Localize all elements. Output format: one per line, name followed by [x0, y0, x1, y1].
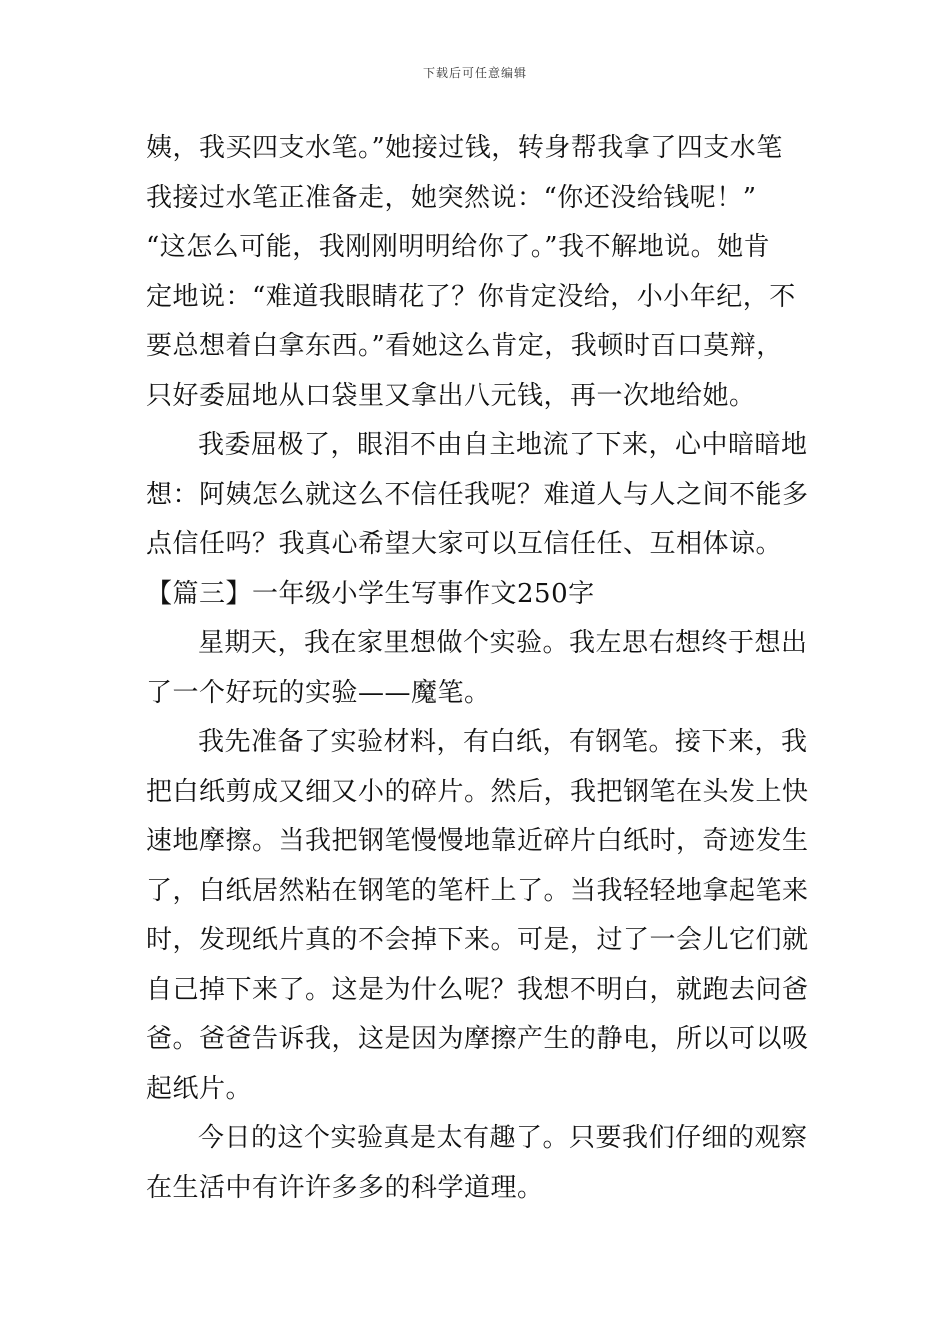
text-line: 我先准备了实验材料，有白纸，有钢笔。接下来，我 [198, 727, 808, 757]
text-line: 在生活中有许许多多的科学道理。 [146, 1172, 544, 1203]
text-line: 我委屈极了，眼泪不由自主地流了下来，心中暗暗地 [198, 430, 808, 460]
text-line: 了一个好玩的实验——魔笔。 [146, 677, 491, 708]
document-body [146, 124, 810, 1213]
section-heading: 【篇三】一年级小学生写事作文250字 [146, 578, 595, 609]
text-line: 把白纸剪成又细又小的碎片。然后，我把钢笔在头发上快 [146, 776, 809, 807]
text-line: 点信任吗？我真心希望大家可以互信任任、互相体谅。 [146, 529, 783, 559]
text-line: 自己掉下来了。这是为什么呢？我想不明白，就跑去问爸 [146, 974, 809, 1005]
text-line: 爸。爸爸告诉我，这是因为摩擦产生的静电，所以可以吸 [146, 1024, 809, 1054]
text-line: 我接过水笔正准备走，她突然说：“你还没给钱呢！” [146, 182, 757, 213]
text-line: 今日的这个实验真是太有趣了。只要我们仔细的观察 [198, 1123, 808, 1153]
text-line: 姨，我买四支水笔。”她接过钱，转身帮我拿了四支水笔 [146, 133, 783, 163]
text-line: 起纸片。 [146, 1073, 253, 1104]
text-line: 速地摩擦。当我把钢笔慢慢地靠近碎片白纸时，奇迹发生 [146, 826, 809, 856]
text-line: 想：阿姨怎么就这么不信任我呢？难道人与人之间不能多 [146, 479, 809, 510]
page-header: 下载后可任意编辑 [422, 66, 527, 80]
text-line: “这怎么可能，我刚刚明明给你了。”我不解地说。她肯 [146, 232, 771, 262]
text-line: 要总想着白拿东西。”看她这么肯定，我顿时百口莫辩， [146, 331, 783, 361]
text-line: 只好委屈地从口袋里又拿出八元钱，再一次地给她。 [146, 380, 756, 411]
text-line: 了，白纸居然粘在钢笔的笔杆上了。当我轻轻地拿起笔来 [146, 875, 809, 906]
text-line: 星期天，我在家里想做个实验。我左思右想终于想出 [198, 628, 808, 658]
text-line: 定地说：“难道我眼睛花了？你肯定没给，小小年纪，不 [146, 281, 796, 312]
text-line: 时，发现纸片真的不会掉下来。可是，过了一会儿它们就 [146, 925, 809, 955]
